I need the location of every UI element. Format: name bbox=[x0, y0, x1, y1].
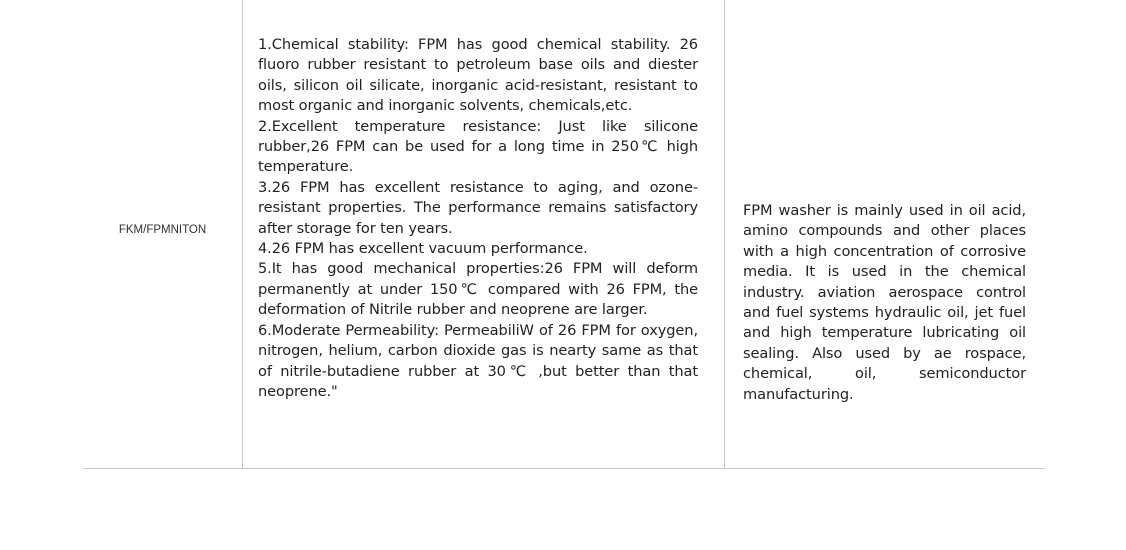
properties-cell bbox=[258, 35, 698, 402]
material-name: FKM/FPMNITON bbox=[118, 224, 207, 236]
spec-table bbox=[83, 0, 1045, 469]
column-divider bbox=[724, 0, 725, 468]
property-item: 6.Moderate Permeability: PermeabiliW of 26 FPM for oxygen, nitrogen, helium, carbon dioxide gas is nearty same as that of nitrile-butadiene rubber at 30℃ ,but better than that neoprene." bbox=[258, 321, 698, 400]
column-divider bbox=[242, 0, 243, 468]
applications-cell bbox=[743, 201, 1026, 405]
applications-text: FPM washer is mainly used in oil acid, amino compounds and other places with a high concentration of corrosive media. It is used in the chemical industry. aviation aerospace control and fuel systems hydraulic oil, jet fuel and high temperature lubricating oil sealing. Also used by ae rospace, chemical, oil, semiconductor manufacturing. bbox=[743, 202, 1026, 403]
property-item: 5.It has good mechanical properties:26 FPM will deform permanently at under 150℃ compared with 26 FPM, the deformation of Nitrile rubber and neoprene are larger. bbox=[258, 260, 698, 319]
property-item: 2.Excellent temperature resistance: Just like silicone rubber,26 FPM can be used for a long time in 250℃ high temperature. bbox=[258, 117, 698, 176]
material-cell bbox=[83, 0, 242, 468]
property-item: 4.26 FPM has excellent vacuum performance. bbox=[258, 240, 588, 258]
property-item: 1.Chemical stability: FPM has good chemical stability. 26 fluoro rubber resistant to petroleum base oils and diester oils, silicon oil silicate, inorganic acid-resistant, resistant to most organic and inorganic solvents, chemicals,etc. bbox=[258, 36, 698, 115]
property-item: 3.26 FPM has excellent resistance to aging, and ozone-resistant properties. The performance remains satisfactory after storage for ten years. bbox=[258, 178, 698, 237]
